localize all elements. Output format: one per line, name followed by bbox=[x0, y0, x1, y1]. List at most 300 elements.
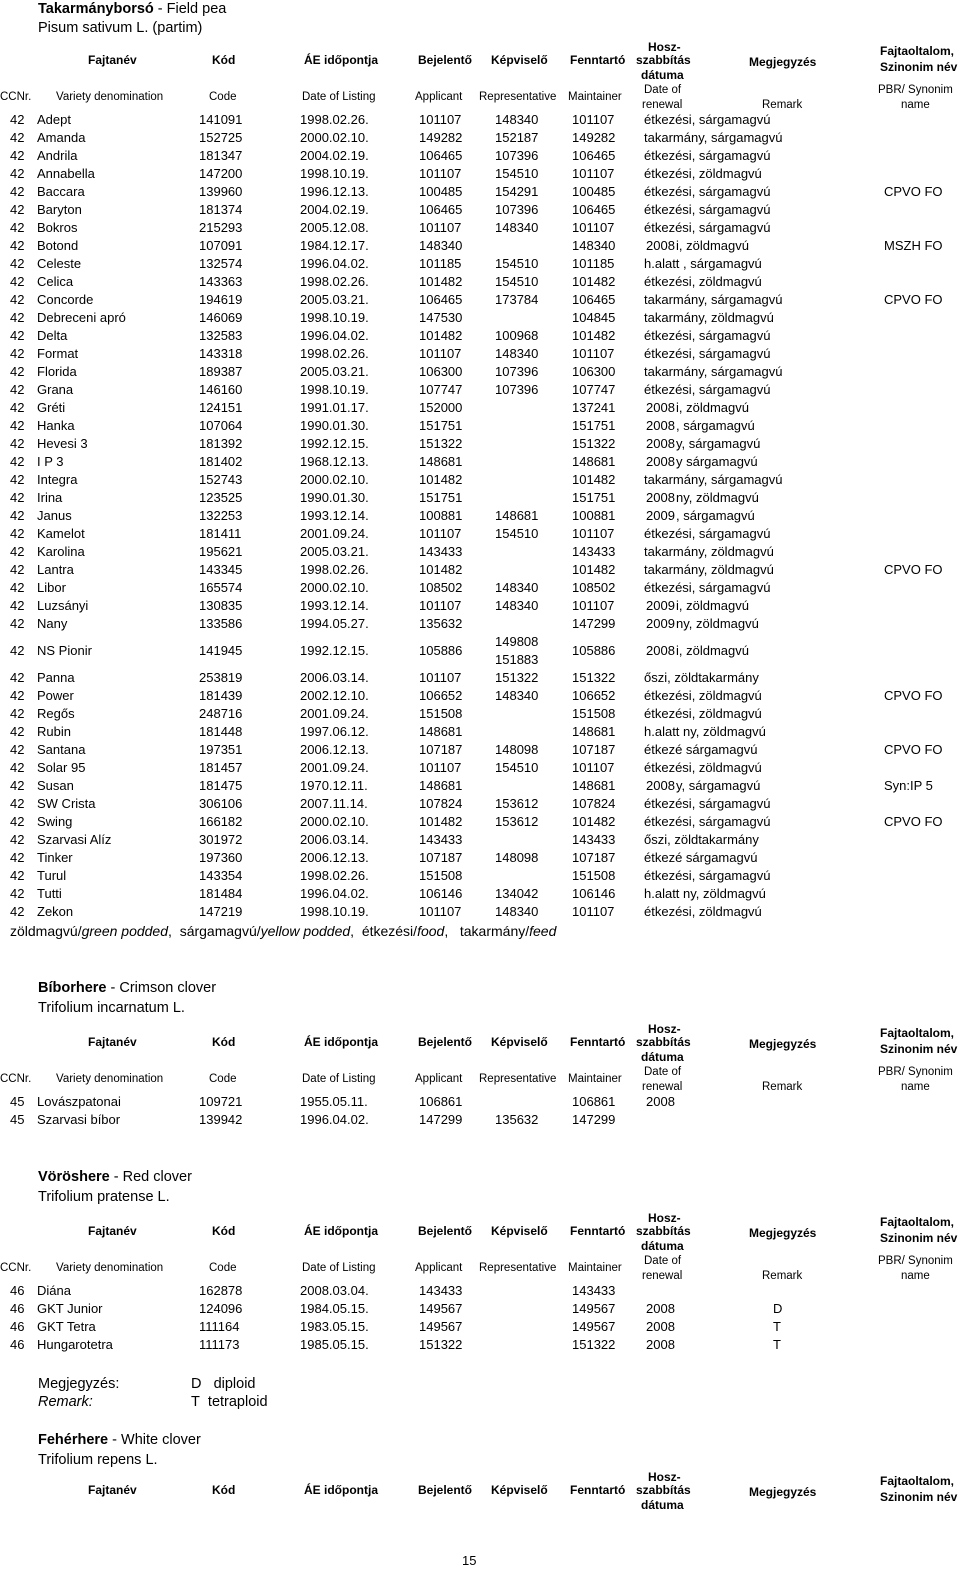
cell-renewal: 2008 bbox=[646, 418, 675, 433]
cell-code: 253819 bbox=[199, 670, 243, 685]
cell-applicant: 105886 bbox=[419, 643, 463, 658]
cell-maintainer: 148681 bbox=[572, 454, 616, 469]
hdr-variety-en: Variety denomination bbox=[56, 1262, 164, 1274]
cell-variety: Baryton bbox=[37, 202, 82, 217]
cell-maintainer: 151751 bbox=[572, 418, 616, 433]
cell-code: 146160 bbox=[199, 382, 243, 397]
cell-variety: Szarvasi bíbor bbox=[37, 1112, 121, 1127]
cell-maintainer: 107824 bbox=[572, 796, 616, 811]
footnote-feed-hu: takarmány bbox=[459, 923, 526, 939]
cell-date: 2006.03.14. bbox=[300, 670, 369, 685]
hdr-renewal-hu-3: dátuma bbox=[641, 68, 684, 82]
cell-date: 2001.09.24. bbox=[300, 760, 369, 775]
cell-applicant: 101107 bbox=[419, 112, 462, 127]
cell-remark: i, zöldmagvú bbox=[676, 643, 749, 658]
cell-maintainer: 101185 bbox=[572, 256, 615, 271]
cell-ccnr: 42 bbox=[10, 472, 25, 487]
cell-remark: étkezé sárgamagvú bbox=[644, 742, 758, 757]
table-row bbox=[0, 868, 960, 886]
table-row bbox=[0, 544, 960, 562]
table-row bbox=[0, 292, 960, 310]
cell-applicant: 151751 bbox=[419, 418, 463, 433]
cell-renewal: 2008 bbox=[646, 400, 675, 415]
cell-representative: 148340 bbox=[495, 904, 539, 919]
cell-applicant: 107747 bbox=[419, 382, 463, 397]
cell-ccnr: 42 bbox=[10, 886, 25, 901]
cell-remark: ny, zöldmagvú bbox=[676, 616, 759, 631]
hdr-listing-hu: ÁE időpontja bbox=[304, 1224, 378, 1238]
hdr-representative-hu: Képviselő bbox=[491, 1483, 548, 1497]
cell-code: 109721 bbox=[199, 1094, 243, 1109]
red-title-en: - Red clover bbox=[109, 1169, 192, 1185]
cell-remark: takarmány, zöldmagvú bbox=[644, 544, 774, 559]
cell-applicant: 106652 bbox=[419, 688, 463, 703]
table-row bbox=[0, 274, 960, 292]
cell-code: 181448 bbox=[199, 724, 243, 739]
table-row bbox=[0, 796, 960, 814]
cell-date: 1994.05.27. bbox=[300, 616, 369, 631]
table-row bbox=[0, 814, 960, 832]
footnote-yellow-hu: sárgamagvú bbox=[179, 923, 257, 939]
cell-maintainer: 149282 bbox=[572, 130, 616, 145]
cell-date: 1990.01.30. bbox=[300, 490, 369, 505]
cell-remark: i, zöldmagvú bbox=[676, 598, 749, 613]
table-row bbox=[0, 400, 960, 418]
red-note-hu-row bbox=[38, 1375, 119, 1393]
cell-ccnr: 42 bbox=[10, 778, 25, 793]
cell-variety: Nany bbox=[37, 616, 68, 631]
cell-remark: takarmány, sárgamagvú bbox=[644, 364, 783, 379]
cell-variety: Botond bbox=[37, 238, 79, 253]
cell-ccnr: 42 bbox=[10, 436, 25, 451]
cell-applicant: 107824 bbox=[419, 796, 463, 811]
cell-maintainer: 148681 bbox=[572, 724, 616, 739]
cell-date: 1996.04.02. bbox=[300, 886, 369, 901]
cell-date: 1996.04.02. bbox=[300, 328, 369, 343]
table-row bbox=[0, 1301, 960, 1319]
cell-representative: 107396 bbox=[495, 382, 539, 397]
cell-maintainer: 106652 bbox=[572, 688, 616, 703]
cell-date: 2006.03.14. bbox=[300, 832, 369, 847]
cell-maintainer: 101107 bbox=[572, 166, 615, 181]
red-title-hu: Vöröshere bbox=[38, 1169, 110, 1185]
cell-variety: Delta bbox=[37, 328, 68, 343]
cell-representative: 148681 bbox=[495, 508, 539, 523]
cell-applicant: 101107 bbox=[419, 670, 462, 685]
cell-remark: étkezési, zöldmagvú bbox=[644, 166, 762, 181]
cell-maintainer: 101107 bbox=[572, 760, 615, 775]
cell-variety: Solar 95 bbox=[37, 760, 86, 775]
cell-remark: takarmány, sárgamagvú bbox=[644, 292, 783, 307]
cell-remark: étkezési, zöldmagvú bbox=[644, 760, 762, 775]
cell-code: 301972 bbox=[199, 832, 243, 847]
cell-ccnr: 46 bbox=[10, 1283, 25, 1298]
table-row bbox=[0, 112, 960, 130]
cell-remark: , sárgamagvú bbox=[676, 418, 755, 433]
table-row bbox=[0, 904, 960, 922]
cell-ccnr: 42 bbox=[10, 454, 25, 469]
cell-code: 195621 bbox=[199, 544, 243, 559]
cell-date: 1998.02.26. bbox=[300, 562, 369, 577]
cell-variety: Concorde bbox=[37, 292, 94, 307]
cell-variety: Baccara bbox=[37, 184, 85, 199]
cell-remark: y sárgamagvú bbox=[676, 454, 758, 469]
cell-code: 181392 bbox=[199, 436, 243, 451]
cell-variety: Santana bbox=[37, 742, 86, 757]
cell-representative: 154291 bbox=[495, 184, 539, 199]
cell-code: 130835 bbox=[199, 598, 243, 613]
cell-ccnr: 42 bbox=[10, 292, 25, 307]
cell-date: 2005.03.21. bbox=[300, 364, 369, 379]
red-note-t bbox=[191, 1393, 268, 1411]
cell-ccnr: 42 bbox=[10, 184, 25, 199]
cell-code: 147219 bbox=[199, 904, 243, 919]
hdr-remark-en: Remark bbox=[762, 1270, 803, 1282]
cell-ccnr: 42 bbox=[10, 724, 25, 739]
cell-applicant: 148340 bbox=[419, 238, 463, 253]
cell-ccnr: 42 bbox=[10, 166, 25, 181]
cell-remark: étkezési, sárgamagvú bbox=[644, 580, 771, 595]
cell-maintainer: 151751 bbox=[572, 490, 616, 505]
cell-renewal: 2008 bbox=[646, 778, 675, 793]
hdr-renewal-hu-2: szabbítás bbox=[636, 1224, 691, 1238]
hdr-code-hu: Kód bbox=[212, 1035, 236, 1049]
footnote-feed-en: feed bbox=[529, 923, 557, 939]
hdr-synonym-hu-1: Fajtaoltalom, bbox=[880, 1026, 955, 1040]
table-row bbox=[0, 202, 960, 220]
hdr-remark-hu: Megjegyzés bbox=[749, 1485, 817, 1499]
cell-renewal: 2009 bbox=[646, 616, 675, 631]
cell-date: 1997.06.12. bbox=[300, 724, 369, 739]
hdr-ccnr: CCNr. bbox=[0, 91, 32, 103]
cell-variety: Hungarotetra bbox=[37, 1337, 113, 1352]
hdr-listing-hu: ÁE időpontja bbox=[304, 1035, 378, 1049]
cell-applicant: 151508 bbox=[419, 706, 463, 721]
cell-maintainer: 143433 bbox=[572, 832, 616, 847]
cell-code: 197360 bbox=[199, 850, 243, 865]
hdr-synonym-en-1: PBR/ Synonim bbox=[878, 1255, 953, 1267]
cell-maintainer: 151508 bbox=[572, 706, 616, 721]
cell-remark: étkezési, sárgamagvú bbox=[644, 796, 771, 811]
cell-applicant: 151322 bbox=[419, 436, 463, 451]
crimson-latin: Trifolium incarnatum L. bbox=[38, 1000, 185, 1016]
hdr-ccnr: CCNr. bbox=[0, 1073, 32, 1085]
cell-ccnr: 42 bbox=[10, 220, 25, 235]
cell-variety: Debreceni apró bbox=[37, 310, 126, 325]
cell-ccnr: 42 bbox=[10, 382, 25, 397]
table-row bbox=[0, 436, 960, 454]
cell-code: 152725 bbox=[199, 130, 243, 145]
cell-variety: Regős bbox=[37, 706, 75, 721]
cell-variety: Power bbox=[37, 688, 74, 703]
cell-date: 2000.02.10. bbox=[300, 580, 369, 595]
cell-maintainer: 106465 bbox=[572, 292, 616, 307]
cell-remark: étkezési, sárgamagvú bbox=[644, 220, 771, 235]
hdr-representative-hu: Képviselő bbox=[491, 1035, 548, 1049]
cell-code: 133586 bbox=[199, 616, 243, 631]
hdr-representative-en: Representative bbox=[479, 1262, 557, 1274]
table-row bbox=[0, 256, 960, 274]
hdr-synonym-en-1: PBR/ Synonim bbox=[878, 1066, 953, 1078]
cell-applicant: 149567 bbox=[419, 1319, 463, 1334]
cell-applicant: 106300 bbox=[419, 364, 463, 379]
crimson-title-hu: Bíborhere bbox=[38, 980, 107, 996]
cell-code: 306106 bbox=[199, 796, 243, 811]
footnote-yellow-en: yellow podded bbox=[260, 923, 351, 939]
cell-code: 181484 bbox=[199, 886, 243, 901]
cell-applicant: 152000 bbox=[419, 400, 463, 415]
white-title-hu: Fehérhere bbox=[38, 1432, 109, 1448]
cell-code: 248716 bbox=[199, 706, 243, 721]
cell-date: 1998.02.26. bbox=[300, 346, 369, 361]
cell-remark: étkezési, sárgamagvú bbox=[644, 526, 771, 541]
cell-ccnr: 42 bbox=[10, 742, 25, 757]
hdr-applicant-hu: Bejelentő bbox=[418, 1483, 473, 1497]
cell-remark: étkezési, sárgamagvú bbox=[644, 148, 771, 163]
cell-code: 141091 bbox=[199, 112, 243, 127]
cell-applicant: 100881 bbox=[419, 508, 463, 523]
cell-ccnr: 42 bbox=[10, 562, 25, 577]
hdr-renewal-hu-1: Hosz- bbox=[648, 1470, 681, 1484]
cell-maintainer: 108502 bbox=[572, 580, 616, 595]
cell-ccnr: 42 bbox=[10, 400, 25, 415]
table-row bbox=[0, 382, 960, 400]
cell-remark: étkezé sárgamagvú bbox=[644, 850, 758, 865]
red-title bbox=[38, 1168, 192, 1186]
cell-ccnr: 46 bbox=[10, 1337, 25, 1352]
cell-variety: Format bbox=[37, 346, 79, 361]
cell-variety: GKT Tetra bbox=[37, 1319, 96, 1334]
hdr-code-en: Code bbox=[209, 91, 237, 103]
hdr-variety-hu: Fajtanév bbox=[88, 53, 137, 67]
cell-ccnr: 42 bbox=[10, 148, 25, 163]
cell-representative: 100968 bbox=[495, 328, 539, 343]
cell-remark: őszi, zöldtakarmány bbox=[644, 670, 759, 685]
cell-renewal: 2008 bbox=[646, 436, 675, 451]
cell-variety: Integra bbox=[37, 472, 78, 487]
cell-representative: 154510 bbox=[495, 256, 539, 271]
cell-variety: Celica bbox=[37, 274, 74, 289]
cell-maintainer: 105886 bbox=[572, 643, 616, 658]
cell-code: 152743 bbox=[199, 472, 243, 487]
cell-maintainer: 149567 bbox=[572, 1301, 616, 1316]
cell-code: 181374 bbox=[199, 202, 243, 217]
cell-remark: takarmány, zöldmagvú bbox=[644, 310, 774, 325]
cell-applicant: 151508 bbox=[419, 868, 463, 883]
hdr-synonym-hu-1: Fajtaoltalom, bbox=[880, 44, 955, 58]
cell-code: 107064 bbox=[199, 418, 243, 433]
red-note-d-key: D bbox=[191, 1376, 202, 1392]
cell-maintainer: 104845 bbox=[572, 310, 616, 325]
cell-date: 2004.02.19. bbox=[300, 202, 369, 217]
cell-maintainer: 149567 bbox=[572, 1319, 616, 1334]
cell-renewal: 2008 bbox=[646, 643, 675, 658]
pea-footnote: zöldmagvú/green podded, sárgamagvú/yellow podded, étkezési/food, takarmány/feed bbox=[10, 923, 557, 939]
cell-variety: Adept bbox=[37, 112, 71, 127]
cell-code: 189387 bbox=[199, 364, 243, 379]
cell-date: 2006.12.13. bbox=[300, 850, 369, 865]
cell-applicant: 148681 bbox=[419, 778, 463, 793]
table-row bbox=[0, 490, 960, 508]
cell-synonym: CPVO FO bbox=[884, 688, 943, 703]
cell-remark: y, sárgamagvú bbox=[676, 778, 761, 793]
cell-variety: Grana bbox=[37, 382, 74, 397]
cell-applicant: 107187 bbox=[419, 742, 463, 757]
cell-date: 1985.05.15. bbox=[300, 1337, 369, 1352]
cell-ccnr: 42 bbox=[10, 814, 25, 829]
cell-applicant: 101107 bbox=[419, 904, 462, 919]
hdr-remark-hu: Megjegyzés bbox=[749, 55, 817, 69]
cell-applicant: 101482 bbox=[419, 274, 463, 289]
cell-renewal: 2009 bbox=[646, 598, 675, 613]
hdr-representative-en: Representative bbox=[479, 1073, 557, 1085]
cell-ccnr: 42 bbox=[10, 328, 25, 343]
hdr-listing-en: Date of Listing bbox=[302, 91, 376, 103]
cell-representative-2: 151883 bbox=[495, 652, 539, 667]
cell-representative: 154510 bbox=[495, 274, 539, 289]
hdr-renewal-en-1: Date of bbox=[644, 1066, 682, 1078]
cell-maintainer: 101482 bbox=[572, 328, 616, 343]
cell-ccnr: 42 bbox=[10, 598, 25, 613]
hdr-variety-hu: Fajtanév bbox=[88, 1035, 137, 1049]
cell-variety: Zekon bbox=[37, 904, 74, 919]
cell-maintainer: 100881 bbox=[572, 508, 616, 523]
table-row bbox=[0, 760, 960, 778]
cell-maintainer: 101107 bbox=[572, 526, 615, 541]
cell-maintainer: 101107 bbox=[572, 220, 615, 235]
cell-applicant: 101482 bbox=[419, 562, 463, 577]
hdr-applicant-hu: Bejelentő bbox=[418, 53, 473, 67]
hdr-maintainer-en: Maintainer bbox=[568, 91, 622, 103]
cell-maintainer: 151322 bbox=[572, 1337, 616, 1352]
cell-maintainer: 106861 bbox=[572, 1094, 616, 1109]
cell-code: 181347 bbox=[199, 148, 243, 163]
hdr-synonym-hu-2: Szinonim név bbox=[880, 1490, 958, 1504]
cell-applicant: 106465 bbox=[419, 292, 463, 307]
cell-date: 1998.02.26. bbox=[300, 274, 369, 289]
table-row bbox=[0, 724, 960, 742]
cell-maintainer: 148681 bbox=[572, 778, 616, 793]
cell-variety: Swing bbox=[37, 814, 73, 829]
cell-remark: étkezési, sárgamagvú bbox=[644, 328, 771, 343]
hdr-representative-hu: Képviselő bbox=[491, 53, 548, 67]
cell-representative: 149808 bbox=[495, 634, 539, 649]
cell-ccnr: 42 bbox=[10, 616, 25, 631]
cell-date: 1996.04.02. bbox=[300, 256, 369, 271]
cell-applicant: 143433 bbox=[419, 1283, 463, 1298]
hdr-synonym-hu-1: Fajtaoltalom, bbox=[880, 1474, 955, 1488]
hdr-renewal-hu-1: Hosz- bbox=[648, 1211, 681, 1225]
hdr-variety-en: Variety denomination bbox=[56, 1073, 164, 1085]
cell-ccnr: 42 bbox=[10, 274, 25, 289]
table-row bbox=[0, 472, 960, 490]
cell-ccnr: 42 bbox=[10, 112, 25, 127]
table-row bbox=[0, 508, 960, 526]
cell-maintainer: 151322 bbox=[572, 436, 616, 451]
cell-maintainer: 101107 bbox=[572, 346, 615, 361]
cell-applicant: 101185 bbox=[419, 256, 462, 271]
cell-representative: 148098 bbox=[495, 850, 539, 865]
cell-code: 181475 bbox=[199, 778, 243, 793]
cell-remark: étkezési, sárgamagvú bbox=[644, 112, 771, 127]
cell-maintainer: 147299 bbox=[572, 616, 616, 631]
cell-synonym: CPVO FO bbox=[884, 184, 943, 199]
cell-representative: 154510 bbox=[495, 526, 539, 541]
cell-renewal: 2008 bbox=[646, 1337, 675, 1352]
cell-remark: h.alatt ny, zöldmagvú bbox=[644, 724, 766, 739]
hdr-listing-hu: ÁE időpontja bbox=[304, 53, 378, 67]
hdr-maintainer-hu: Fenntartó bbox=[570, 1483, 626, 1497]
cell-date: 2001.09.24. bbox=[300, 706, 369, 721]
cell-variety: Panna bbox=[37, 670, 75, 685]
crimson-title bbox=[38, 979, 216, 997]
cell-representative: 148340 bbox=[495, 688, 539, 703]
cell-applicant: 148681 bbox=[419, 454, 463, 469]
hdr-remark-hu: Megjegyzés bbox=[749, 1226, 817, 1240]
cell-remark: , sárgamagvú bbox=[676, 508, 755, 523]
cell-synonym: CPVO FO bbox=[884, 562, 943, 577]
cell-maintainer: 101107 bbox=[572, 112, 615, 127]
cell-ccnr: 42 bbox=[10, 526, 25, 541]
cell-code: 165574 bbox=[199, 580, 243, 595]
hdr-maintainer-en: Maintainer bbox=[568, 1073, 622, 1085]
hdr-renewal-hu-3: dátuma bbox=[641, 1498, 684, 1512]
cell-date: 2005.03.21. bbox=[300, 292, 369, 307]
cell-variety: Rubin bbox=[37, 724, 71, 739]
cell-representative: 154510 bbox=[495, 760, 539, 775]
cell-variety: GKT Junior bbox=[37, 1301, 103, 1316]
cell-remark: étkezési, sárgamagvú bbox=[644, 868, 771, 883]
cell-ccnr: 45 bbox=[10, 1112, 25, 1127]
cell-maintainer: 101482 bbox=[572, 562, 616, 577]
cell-ccnr: 42 bbox=[10, 706, 25, 721]
cell-date: 1998.10.19. bbox=[300, 166, 369, 181]
cell-date: 1992.12.15. bbox=[300, 643, 369, 658]
cell-variety: Tinker bbox=[37, 850, 73, 865]
cell-applicant: 143433 bbox=[419, 832, 463, 847]
table-row bbox=[0, 778, 960, 796]
hdr-synonym-en-2: name bbox=[901, 1081, 930, 1093]
cell-variety: Bokros bbox=[37, 220, 78, 235]
hdr-maintainer-hu: Fenntartó bbox=[570, 1035, 626, 1049]
cell-date: 1998.10.19. bbox=[300, 382, 369, 397]
red-latin: Trifolium pratense L. bbox=[38, 1189, 170, 1205]
cell-date: 1992.12.15. bbox=[300, 436, 369, 451]
cell-ccnr: 46 bbox=[10, 1319, 25, 1334]
cell-applicant: 101482 bbox=[419, 328, 463, 343]
cell-variety: Tutti bbox=[37, 886, 62, 901]
cell-date: 1990.01.30. bbox=[300, 418, 369, 433]
table-row bbox=[0, 742, 960, 760]
hdr-renewal-en-1: Date of bbox=[644, 84, 682, 96]
cell-representative: 148340 bbox=[495, 112, 539, 127]
cell-date: 1984.05.15. bbox=[300, 1301, 369, 1316]
cell-ccnr: 42 bbox=[10, 904, 25, 919]
cell-maintainer: 107747 bbox=[572, 382, 616, 397]
cell-maintainer: 101482 bbox=[572, 814, 616, 829]
hdr-remark-en: Remark bbox=[762, 1081, 803, 1093]
cell-representative: 107396 bbox=[495, 364, 539, 379]
cell-ccnr: 42 bbox=[10, 418, 25, 433]
hdr-applicant-hu: Bejelentő bbox=[418, 1035, 473, 1049]
cell-date: 1955.05.11. bbox=[300, 1094, 368, 1109]
cell-date: 1998.02.26. bbox=[300, 112, 369, 127]
cell-code: 123525 bbox=[199, 490, 243, 505]
cell-code: 215293 bbox=[199, 220, 243, 235]
footnote-green-en: green podded bbox=[81, 923, 169, 939]
footnote-food-en: food bbox=[417, 923, 445, 939]
cell-remark: étkezési, zöldmagvú bbox=[644, 904, 762, 919]
